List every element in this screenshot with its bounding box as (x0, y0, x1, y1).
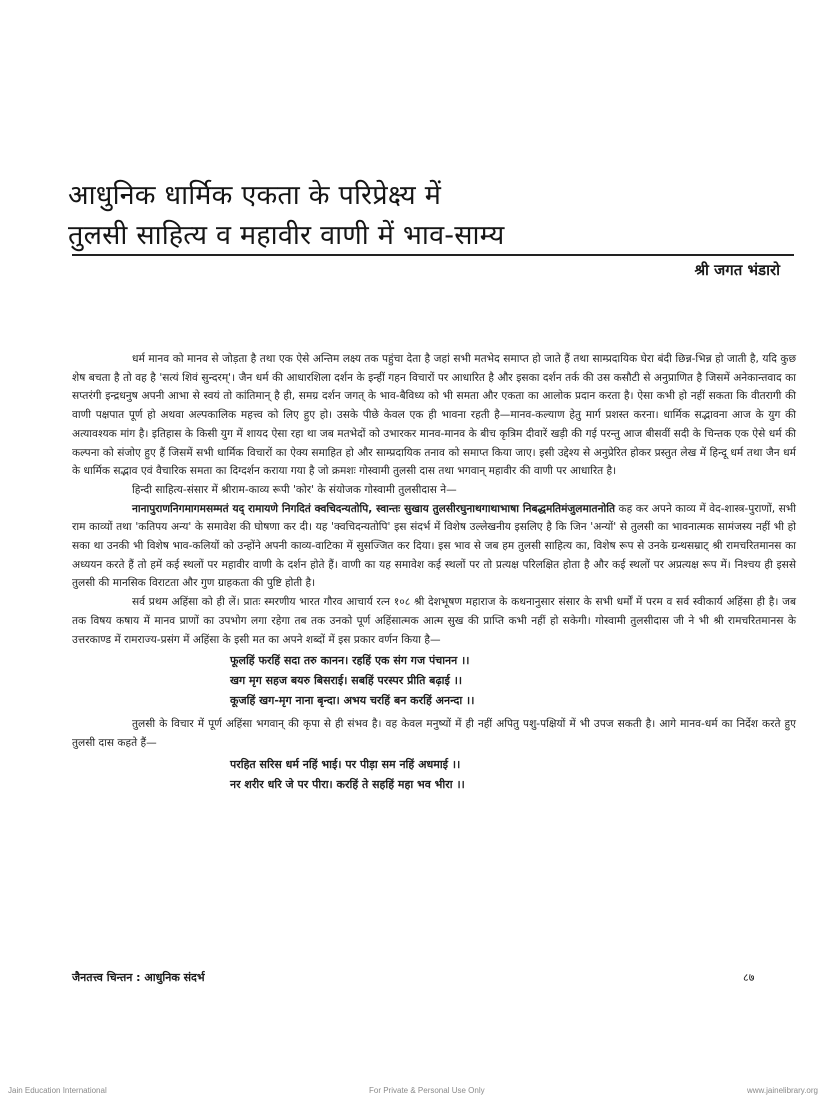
watermark-usage-note: For Private & Personal Use Only (369, 1086, 485, 1095)
watermark-publisher: Jain Education International (8, 1086, 107, 1095)
article-body (72, 350, 796, 799)
verse-line: परहित सरिस धर्म नहिं भाई। पर पीड़ा सम नहिं अधमाई ।। (230, 757, 461, 771)
paragraph-tulsi-intro: हिन्दी साहित्य-संसार में श्रीराम-काव्य रूपी 'कोर' के संयोजक गोस्वामी तुलसीदास ने— (132, 483, 457, 496)
verse-parhit (230, 755, 796, 795)
paragraph-ahimsa: सर्व प्रथम अहिंसा को ही लें। प्रातः स्मरणीय भारत गौरव आचार्य रत्न १०८ श्री देशभूषण महाराज के कथनानुसार संसार के सभी धर्मों में परम व सर्व स्वीकार्य अहिंसा ही है। जब तक विषय कषाय में मानव प्राणों का उपभोग लगा रहेगा तब तक उनको पूर्ण अहिंसात्मक आत्म सुख की प्राप्ति कभी नहीं हो सकेगी। गोस्वामी तुलसीदास जी ने भी श्री रामचरितमानस के उत्तरकाण्ड में रामराज्य-प्रसंग में अहिंसा के इसी मत का अपने शब्दों में इस प्रकार वर्णन किया है— (72, 596, 796, 646)
paragraph-quote-text: कह कर अपने काव्य में वेद-शास्त्र-पुराणों, सभी राम काव्यों तथा 'कतिपय अन्य' के समावेश की घोषणा कर दी। यह 'क्वचिदन्यतोपि' इस संदर्भ में विशेष उल्लेखनीय इसलिए है कि जिन 'अन्यों' से तुलसी का भावनात्मक सामंजस्य नहीं भी हो सका था उनकी भी विशेष भाव-कलियों को उन्होंने अपनी काव्य-वाटिका में सुसज्जित कर दिया। इस भाव से जब हम तुलसी साहित्य का, विशेष रूप से उनके ग्रन्थसम्राट् श्री रामचरितमानस का अध्ययन करते हैं तो हमें कई स्थलों पर महावीर वाणी के दर्शन होते हैं। वाणी का यह समावेश कई स्थलों पर तो प्रत्यक्ष परिलक्षित होता है और कई स्थलों पर अप्रत्यक्ष रूप में। निश्चय ही इससे तुलसी की मानसिक विराटता और गुण ग्राहकता की पुष्टि होती है। (72, 502, 796, 590)
verse-line: कूजहिं खग-मृग नाना बृन्दा। अभय चरहिं बन करहिं अनन्दा ।। (230, 694, 475, 708)
article-title (68, 176, 548, 256)
title-divider (72, 254, 794, 256)
title-line-1: आधुनिक धार्मिक एकता के परिप्रेक्ष्य में (68, 180, 442, 211)
page-number: ८७ (743, 971, 755, 984)
running-footer-title: जैनतत्त्व चिन्तन : आधुनिक संदर्भ (72, 971, 205, 984)
author-name: श्री जगत भंडारो (694, 261, 780, 279)
verse-line: खग मृग सहज बयरु बिसराई। सबहिं परस्पर प्रीति बढ़ाई ।। (230, 674, 463, 688)
paragraph-manav-dharma: तुलसी के विचार में पूर्ण अहिंसा भगवान् की कृपा से ही संभव है। वह केवल मनुष्यों में ही नहीं अपितु पशु-पक्षियों में भी उपज सकती है। आगे मानव-धर्म का निर्देश करते हुए तुलसी दास कहते हैं— (72, 718, 796, 749)
verse-ramrajya (230, 651, 796, 711)
paragraph-quote (72, 500, 796, 594)
paragraph-intro: धर्म मानव को मानव से जोड़ता है तथा एक ऐसे अन्तिम लक्ष्य तक पहुंचा देता है जहां सभी मतभेद समाप्त हो जाते हैं तथा साम्प्रदायिक घेरा बंदी छिन्न-भिन्न हो जाती है, यदि कुछ शेष बचता है तो वह है 'सत्यं शिवं सुन्दरम्'। जैन धर्म की आधारशिला दर्शन के इन्हीं गहन विचारों पर आधारित है और इसका दर्शन तर्क की उस कसौटी से अनुप्राणित है जिसमें अनेकान्तवाद का सप्तरंगी इन्द्रधनुष अपनी आभा से स्वयं तो कांतिमान् है ही, समग्र दर्शन जगत् के भाव-बैविध्य को भी समता और एकता का आलोक प्रदान करता है। ऐसा कभी हो नहीं सकता कि वीतरागी की वाणी पक्षपात पूर्ण हो अथवा अल्पकालिक महत्त्व को लिए हुए हो। उसके पीछे केवल एक ही भावना रहती है—मानव-कल्याण हेतु मार्ग प्रशस्त करना। धार्मिक सद्भावना आज के युग की अत्यावश्यक मांग है। इतिहास के किसी युग में शायद ऐसा रहा था जब मतभेदों को उभारकर मानव-मानव के बीच कृत्रिम दीवारें खड़ी की गई परन्तु आज बीसवीं सदी के चिन्तक एक ऐसे धर्म की कल्पना को संजोए हुए हैं जिसमें सभी धार्मिक विचारों का ऐक्य समाहित हो और साम्प्रदायिक तनाव को समाप्त किया जाए। इसी उद्देश्य से अनुप्रेरित होकर प्रस्तुत लेख में हिन्दू धर्म तथा जैन धर्म के धार्मिक सद्भाव एवं वैचारिक समता का दिग्दर्शन कराया गया है जो क्रमशः गोस्वामी तुलसी दास तथा भगवान् महावीर की वाणी पर आधारित है। (72, 353, 796, 478)
verse-line: फूलहिं फरहिं सदा तरु कानन। रहहिं एक संग गज पंचानन ।। (230, 654, 470, 668)
verse-line: नर शरीर धरि जे पर पीरा। करहिं ते सहहिं महा भव भीरा ।। (230, 777, 465, 791)
watermark-website: www.jainelibrary.org (747, 1086, 818, 1095)
sanskrit-quote: नानापुराणनिगमागमसम्मतं यद् रामायणे निगदितं क्वचिदन्यतोपि, स्वान्तः सुखाय तुलसीरघुनाथगाथाभाषा निबद्धमतिमंजुलमातनोति (132, 502, 615, 515)
title-line-2: तुलसी साहित्य व महावीर वाणी में भाव-साम्य (68, 220, 505, 251)
